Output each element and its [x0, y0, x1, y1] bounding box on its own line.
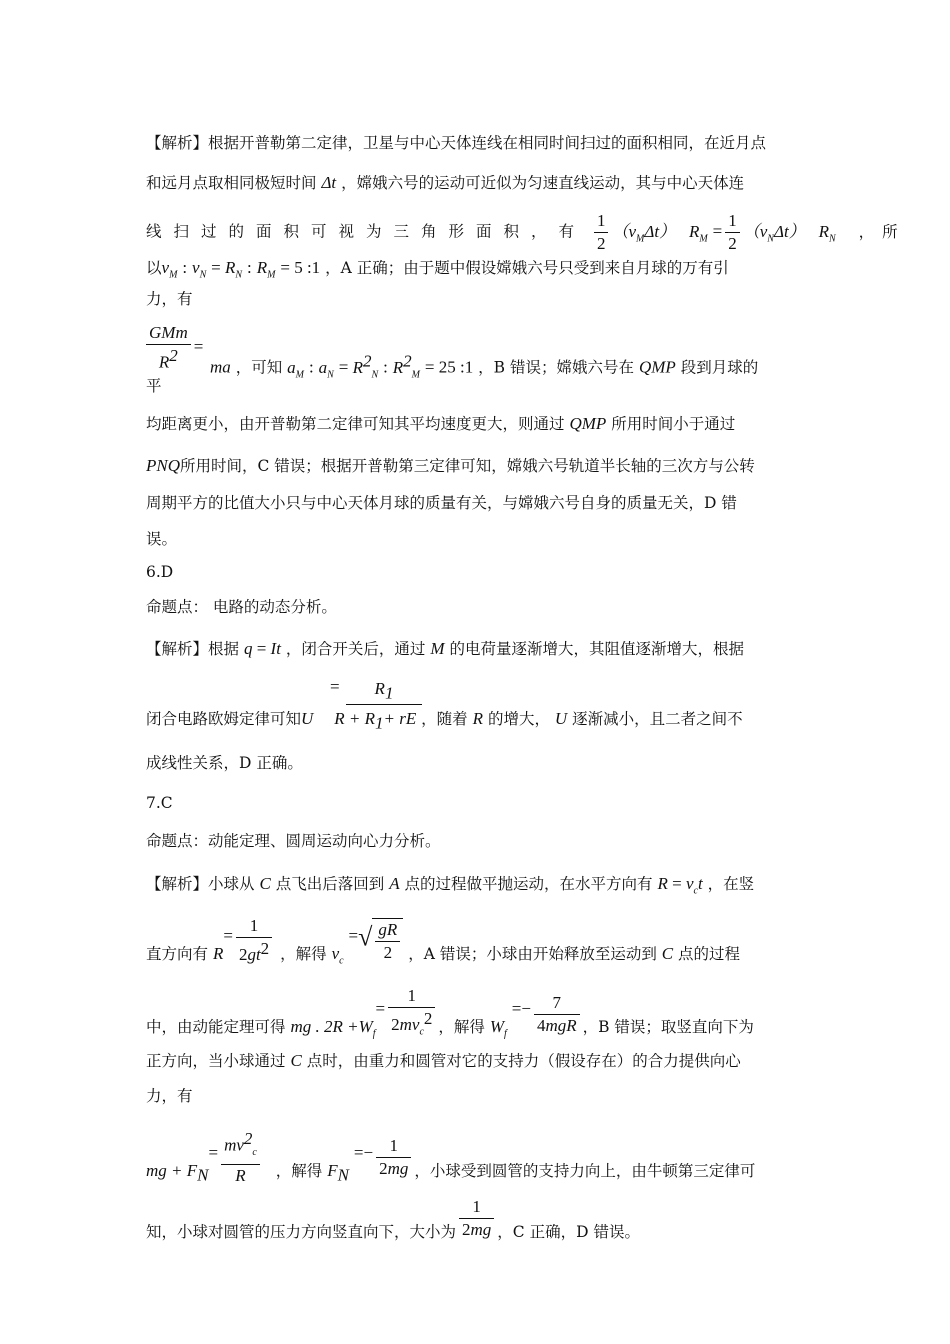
q7-answer: 7.C — [146, 794, 173, 812]
q7-line-1: 【解析】小球从 C 点飞出后落回到 A 点的过程做平抛运动，在水平方向有 $R = v_ct$ ，在竖 — [146, 874, 755, 897]
gravity-fraction: $\frac{\text{GMm}}{R^2}$ — [146, 322, 191, 374]
q5-line-8: 均距离更小，由开普勒第二定律可知其平均速度更大，则通过 QMP 所用时间小于通过 — [146, 414, 736, 433]
q5-line-4: 以$v_M$ : $v_N = R_N$ : $R_M = 5$ :1 ，A 正确；由于题中假设嫦娥六号只受到来自月球的万有引 — [146, 258, 729, 281]
support-force-fraction: $\frac{1}{2mg}$ — [376, 1135, 411, 1180]
q5-line-2: 和远月点取相同极短时间 Δt ，嫦娥六号的运动可近似为匀速直线运动，其与中心天体连 — [146, 173, 745, 192]
q6-line-1: 【解析】根据 q = It ，闭合开关后，通过 M 的电荷量逐渐增大，其阻值逐渐增大，根据 — [146, 639, 744, 658]
q6-formula-num: $R_1$ — [346, 678, 422, 705]
q7-line-5: 力，有 — [146, 1087, 193, 1105]
work-fraction: $\frac{7}{\text{4mgR}}$ — [534, 992, 580, 1037]
q7-line-7: 知，小球对圆管的压力方向竖直向下，大小为 $\frac{1}{2mg}$ ，C 正确，D 错误。 — [146, 1197, 640, 1241]
q7-line-2: 直方向有 R= $\frac{1}{2gt^2}$ ，解得 $v_c$ =√ $\frac{gR}{2}$ ，A 错误；小球由开始释放至运动到 C 点的过程 — [146, 916, 741, 966]
q5-line-5: 力，有 — [146, 290, 193, 308]
q7-topic: 命题点：动能定理、圆周运动向心力分析。 — [146, 832, 441, 850]
centripetal-fraction: $\frac{mv^2_c}{R}$ — [221, 1128, 260, 1187]
q5-line-1: 【解析】根据开普勒第二定律，卫星与中心天体连线在相同时间扫过的面积相同，在近月点 — [146, 134, 767, 152]
pressure-fraction: $\frac{1}{2mg}$ — [459, 1196, 494, 1241]
q5-line-7: 平 — [146, 377, 162, 395]
area-fraction-left: $\frac{1}{2}$ — [594, 210, 609, 255]
q5-line-6: $\frac{\text{GMm}}{R^2}$ = — [146, 322, 808, 382]
q5-line-10: 周期平方的比值大小只与中心天体月球的质量有关，与嫦娥六号自身的质量无关，D 错 — [146, 494, 737, 512]
area-fraction-right: $\frac{1}{2}$ — [725, 210, 740, 255]
velocity-sqrt: √ $\frac{gR}{2}$ — [358, 918, 403, 964]
q5-line-11: 误。 — [146, 530, 178, 548]
q7-line-3: 中，由动能定理可得 mg . $2R +W_f=$ $\frac{1}{2mv_c^2}$ ，解得 $W_f$ =− $\frac{7}{\text{4mgR}}$ ，B 错误；取竖直向下为 — [146, 985, 808, 1031]
q6-line-2: 闭合电路欧姆定律可知U $R + R_1+$ rE ，随着 R 的增大， U 逐渐减小，且二者之间不 — [146, 709, 743, 733]
q6-line-3: 成线性关系，D 正确。 — [146, 754, 303, 772]
q5-line-9: PNQ所用时间，C 错误；根据开普勒第三定律可知，嫦娥六号轨道半长轴的三次方与公转 — [146, 456, 755, 475]
q5-line-6-rest: ma ，可知 $a_M$ : $a_N = R^2_N$ : $R^2_M = 25$ :1 ，B 错误；嫦娥六号在 QMP 段到月球的 — [210, 351, 759, 381]
q5-line-3: 线扫过的面积可视为三角形面积，有 $\frac{1}{2}$ $(v_M\Delta t) R_M$ = $\frac{1}{2}$ $(v_N\Delta t)$ $R_N$ ，所 — [146, 211, 906, 253]
q6-answer: 6.D — [146, 563, 174, 581]
q7-line-6: mg + $F_N=$ $\frac{mv^2_c}{R}$ ，解得 $F_N$ =− $\frac{1}{2mg}$ ，小球受到圆管的支持力向上，由牛顿第三定律可 — [146, 1129, 756, 1186]
energy-fraction: $\frac{1}{2mv_c^2}$ — [388, 985, 435, 1044]
q7-line-4: 正方向，当小球通过 C 点时，由重力和圆管对它的支持力（假设存在）的合力提供向心 — [146, 1051, 741, 1070]
q6-formula-top: = — [330, 677, 340, 696]
q6-topic: 命题点： 电路的动态分析。 — [146, 598, 337, 616]
free-fall-fraction: $\frac{1}{2gt^2}$ — [236, 915, 272, 966]
